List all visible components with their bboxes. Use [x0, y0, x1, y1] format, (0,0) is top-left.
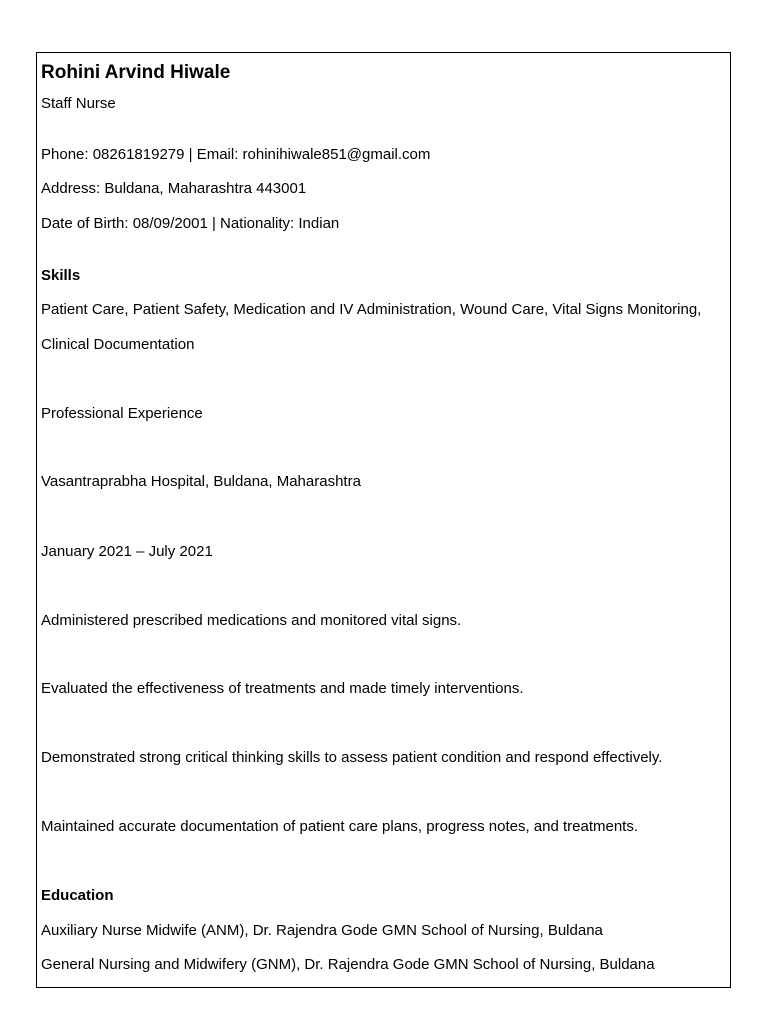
education-item: General Nursing and Midwifery (GNM), Dr. Rajendra Gode GMN School of Nursing, Buldana [41, 956, 655, 973]
experience-dates: January 2021 – July 2021 [41, 543, 213, 560]
experience-duty: Maintained accurate documentation of patient care plans, progress notes, and treatments. [41, 818, 639, 835]
contact-phone-email: Phone: 08261819279 | Email: rohinihiwale851@gmail.com [41, 146, 431, 163]
candidate-name: Rohini Arvind Hiwale [41, 62, 231, 83]
contact-address: Address: Buldana, Maharashtra 443001 [41, 180, 307, 197]
experience-duty: Demonstrated strong critical thinking skills to assess patient condition and respond effectively. [41, 749, 663, 766]
experience-duty: Administered prescribed medications and monitored vital signs. [41, 612, 462, 629]
experience-employer: Vasantraprabha Hospital, Buldana, Maharashtra [41, 473, 361, 490]
skills-list-line-1: Patient Care, Patient Safety, Medication and IV Administration, Wound Care, Vital Signs Monitoring, [41, 301, 702, 318]
experience-heading: Professional Experience [41, 405, 203, 422]
experience-duty: Evaluated the effectiveness of treatments and made timely interventions. [41, 680, 524, 697]
education-heading: Education [41, 887, 114, 904]
contact-dob-nationality: Date of Birth: 08/09/2001 | Nationality: Indian [41, 215, 340, 232]
job-title: Staff Nurse [41, 95, 116, 112]
skills-heading: Skills [41, 267, 81, 284]
skills-list-line-2: Clinical Documentation [41, 336, 195, 353]
education-item: Auxiliary Nurse Midwife (ANM), Dr. Rajendra Gode GMN School of Nursing, Buldana [41, 922, 603, 939]
